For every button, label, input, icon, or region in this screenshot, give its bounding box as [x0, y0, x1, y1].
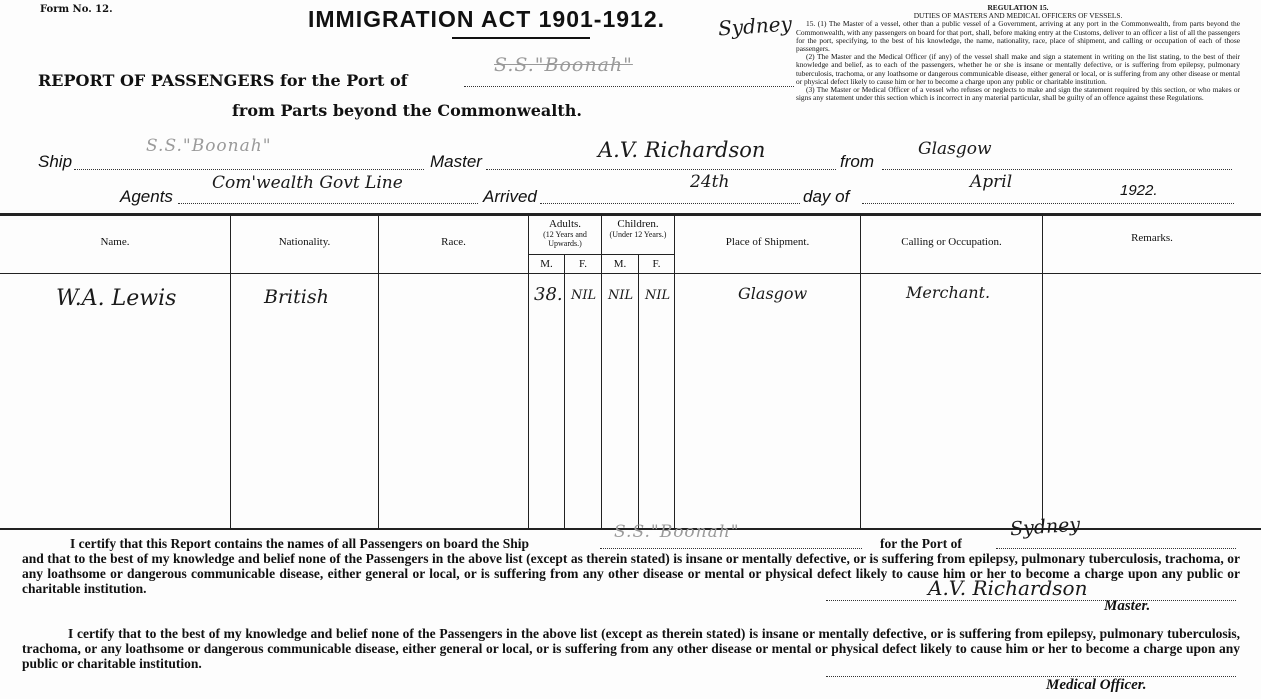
agents-line: [178, 203, 478, 204]
master-cert-ship-line: [600, 548, 862, 549]
arrived-day-line: [540, 203, 800, 204]
port-handwritten: Sydney: [717, 11, 793, 41]
port-field-line: [464, 86, 794, 87]
row-adult-f: NIL: [571, 288, 597, 303]
table-top-rule: [0, 213, 1261, 216]
master-cert-line1-b: for the Port of: [880, 536, 962, 551]
regulations-heading: REGULATION 15.: [987, 3, 1049, 12]
col-divider: [674, 214, 675, 529]
report-title-line2: from Parts beyond the Commonwealth.: [232, 101, 582, 120]
day-of-label: day of: [803, 187, 850, 206]
medical-signature-line: [826, 676, 1236, 677]
arrived-month: April: [970, 172, 1013, 192]
col-divider: [860, 214, 861, 529]
col-header-child-m: M.: [613, 258, 627, 270]
master-cert-port: Sydney: [1009, 513, 1081, 541]
col-header-calling: Calling or Occupation.: [901, 236, 1002, 248]
col-header-children: Children.: [617, 218, 659, 230]
row-adult-m: 38.: [534, 284, 563, 305]
medical-caption: Medical Officer.: [1046, 677, 1147, 693]
col-divider: [230, 214, 231, 529]
regulations-para-2: (2) The Master and the Medical Officer (if any) of the vessel shall make and sign a statement in writing on the list stating, to the best of their knowledge and belief, as to each of the passengers, whether he or she is insane or mentally defective, or is suffering from epilepsy, pulmonary tuberculosis, trachoma, or any loathsome or dangerous communicable disease, either general or local, or is suffering from any other disease or mental or physical defect likely to cause him or her to become a charge upon any public or charitable institution.: [796, 52, 1240, 86]
table-header-rule: [0, 273, 1261, 274]
col-divider: [638, 254, 639, 529]
row-name: W.A. Lewis: [56, 286, 177, 311]
col-divider: [1042, 214, 1043, 529]
col-header-place: Place of Shipment.: [725, 236, 810, 248]
col-header-child-f: F.: [652, 258, 661, 270]
col-header-adult-f: F.: [579, 258, 587, 270]
form-number: Form No. 12.: [40, 4, 113, 15]
arrived-day: 24th: [690, 172, 730, 192]
master-value: A.V. Richardson: [598, 138, 766, 162]
col-divider: [378, 214, 379, 529]
col-header-adults-sub: (12 Years and Upwards.): [543, 230, 587, 248]
medical-cert-text: I certify that to the best of my knowledge and belief none of the Passengers in the above list (except as therein stated) is insane or mentally defective, or is suffering from epilepsy, pulmonary tuberculosis, trachoma, or any loathsome or dangerous communicable disease, either general or local, or is suffering from any other disease or mental or physical defect likely to cause him or her to become a charge upon any public or charitable institution.: [22, 626, 1240, 671]
col-header-adults: Adults.: [548, 218, 582, 230]
master-cert-port-line: [996, 548, 1236, 549]
master-signature: A.V. Richardson: [928, 576, 1088, 600]
ship-label: Ship: [38, 152, 73, 171]
act-title: IMMIGRATION ACT 1901-1912.: [308, 6, 666, 32]
arrived-month-line: [862, 203, 1234, 204]
master-label: Master: [430, 152, 482, 171]
master-cert-text: and that to the best of my knowledge and belief none of the Passengers in the above list (except as therein stated) is insane or mentally defective, or is suffering from epilepsy, pulmonary tuberculosis, trachoma, or any loathsome or dangerous communicable disease, either general or local, or is suffering from any other disease or mental or physical defect likely to cause him or her to become a charge upon any public or charitable institution.: [22, 551, 1240, 596]
row-place: Glasgow: [738, 284, 808, 303]
from-label: from: [840, 152, 874, 171]
row-child-m: NIL: [608, 288, 634, 303]
regulations-block: [796, 4, 1240, 102]
master-cert-line1-a: I certify that this Report contains the names of all Passengers on board the Ship: [70, 536, 529, 551]
from-line: [882, 169, 1232, 170]
col-header-adult-m: M.: [540, 258, 553, 270]
from-value: Glasgow: [918, 139, 992, 159]
row-calling: Merchant.: [906, 283, 991, 302]
row-child-f: NIL: [645, 288, 671, 303]
agents-label: Agents: [120, 187, 173, 206]
col-header-remarks: Remarks.: [1131, 232, 1173, 244]
agents-value: Com'wealth Govt Line: [212, 173, 403, 193]
regulations-para-3: (3) The Master or Medical Officer of a vessel who refuses or neglects to make and sign the statement required by this section, or who makes or signs any statement under this section which is incorrect in any material particular, shall be guilty of an offence against these Regulations.: [796, 85, 1240, 103]
col-header-name: Name.: [100, 236, 130, 248]
col-header-nationality: Nationality.: [278, 236, 331, 248]
master-cert-ship-stamp: S.S."Boonah": [614, 522, 740, 542]
arrived-year: 1922.: [1120, 182, 1158, 199]
report-title-line1: REPORT OF PASSENGERS for the Port of: [38, 71, 408, 90]
master-caption: Master.: [1104, 598, 1151, 614]
regulations-subheading: DUTIES OF MASTERS AND MEDICAL OFFICERS OF VESSELS.: [913, 11, 1123, 21]
ship-value: S.S."Boonah": [146, 136, 272, 156]
port-struck-stamp: S.S."Boonah": [494, 54, 633, 76]
master-line: [486, 169, 836, 170]
col-divider: [564, 254, 565, 529]
master-signature-line: [826, 600, 1236, 601]
title-rule: [452, 37, 590, 39]
arrived-label: Arrived: [483, 187, 537, 206]
row-nationality: British: [264, 286, 329, 308]
col-header-children-sub: (Under 12 Years.): [609, 230, 667, 239]
ship-line: [74, 169, 424, 170]
regulations-para-1: 15. (1) The Master of a vessel, other than a public vessel of a Government, arriving at any port in the Commonwealth, from parts beyond the Commonwealth, with any passengers on board for that port, shall, before making entry at the Customs, deliver to an officer a list of all the passengers for the port, specifying, to the best of his knowledge, the name, nationality, race, place of shipment, and calling or occupation of each of those passengers.: [796, 19, 1240, 54]
col-header-race: Race.: [441, 236, 466, 248]
